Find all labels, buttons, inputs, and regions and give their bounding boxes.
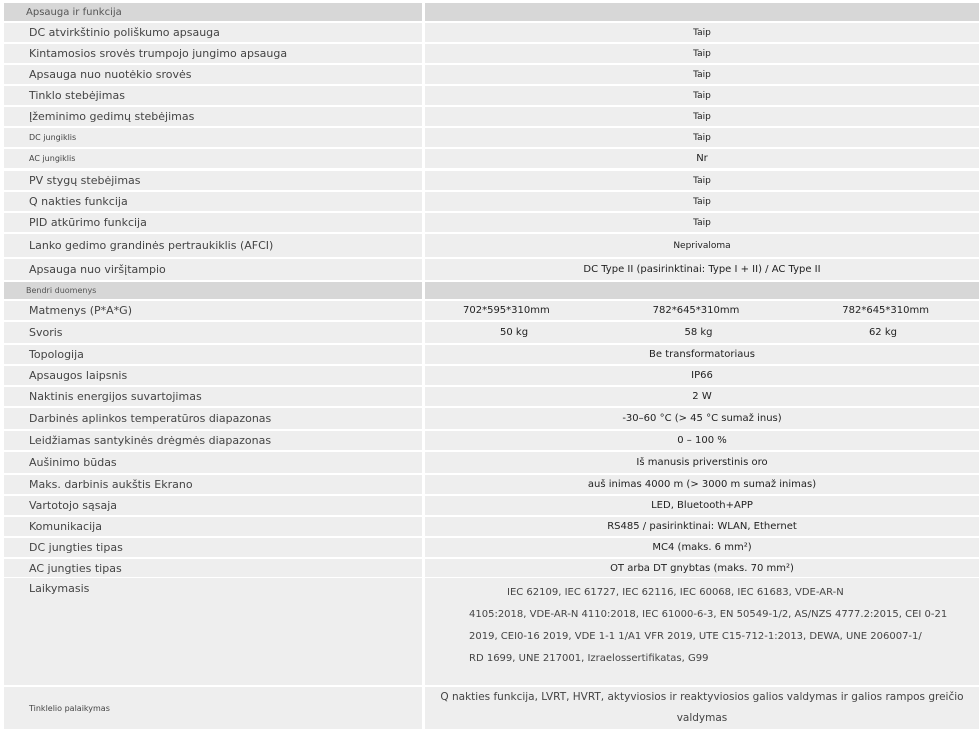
spec-row bbox=[4, 44, 979, 63]
section-title: Bendri duomenys bbox=[4, 282, 422, 299]
spec-label: Q nakties funkcija bbox=[4, 192, 422, 211]
spec-row bbox=[4, 65, 979, 84]
spec-row bbox=[4, 408, 979, 429]
spec-label: Topologija bbox=[4, 345, 422, 364]
spec-row bbox=[4, 496, 979, 515]
weight-value: 58 kg bbox=[684, 327, 713, 338]
spec-value: Taip bbox=[425, 128, 979, 147]
spec-label: Apsauga nuo nuotėkio srovės bbox=[4, 65, 422, 84]
spec-value: Nr bbox=[425, 149, 979, 168]
compliance-line: IEC 62109, IEC 61727, IEC 62116, IEC 60068, IEC 61683, VDE-AR-N bbox=[507, 587, 844, 598]
spec-value: Iš manusis priverstinis oro bbox=[425, 452, 979, 473]
spec-value: Taip bbox=[425, 107, 979, 126]
weight-value: 62 kg bbox=[868, 327, 897, 338]
spec-row bbox=[4, 475, 979, 494]
spec-label: Darbinės aplinkos temperatūros diapazonas bbox=[4, 408, 422, 429]
spec-value: Taip bbox=[425, 23, 979, 42]
spec-label: Komunikacija bbox=[4, 517, 422, 536]
section-title: Apsauga ir funkcija bbox=[4, 3, 422, 21]
spec-label: Kintamosios srovės trumpojo jungimo apsauga bbox=[4, 44, 422, 63]
spec-value: Neprivaloma bbox=[425, 234, 979, 257]
spec-label: Svoris bbox=[4, 322, 422, 343]
dimension-value: 782*645*310mm bbox=[652, 305, 740, 316]
spec-label: AC jungiklis bbox=[4, 149, 422, 168]
spec-value: Taip bbox=[425, 192, 979, 211]
spec-value: Taip bbox=[425, 86, 979, 105]
spec-value: 0 – 100 % bbox=[425, 431, 979, 450]
spec-label: Apsauga nuo viršįtampio bbox=[4, 259, 422, 280]
spec-row bbox=[4, 213, 979, 232]
compliance-line: RD 1699, UNE 217001, Izraelossertifikatas, G99 bbox=[469, 653, 709, 664]
dimension-value: 782*645*310mm bbox=[842, 305, 929, 316]
spec-label: Vartotojo sąsaja bbox=[4, 496, 422, 515]
spec-value: Q nakties funkcija, LVRT, HVRT, aktyviosios ir reaktyviosios galios valdymas ir galios rampos greičio valdymas bbox=[425, 687, 979, 729]
spec-label: PV stygų stebėjimas bbox=[4, 171, 422, 190]
spec-row bbox=[4, 23, 979, 42]
spec-row bbox=[4, 538, 979, 557]
spec-value: Taip bbox=[425, 171, 979, 190]
spec-row bbox=[4, 366, 979, 385]
spec-value: Be transformatoriaus bbox=[425, 345, 979, 364]
compliance-line: 2019, CEI0-16 2019, VDE 1-1 1/A1 VFR 2019, UTE C15-712-1:2013, DEWA, UNE 206007-1/ bbox=[469, 631, 922, 642]
spec-row bbox=[4, 149, 979, 168]
spec-row-dimensions bbox=[4, 301, 979, 320]
spec-value: MC4 (maks. 6 mm²) bbox=[425, 538, 979, 557]
spec-row bbox=[4, 107, 979, 126]
spec-row-compliance bbox=[4, 578, 979, 685]
spec-row bbox=[4, 387, 979, 406]
spec-value: Taip bbox=[425, 65, 979, 84]
section-header-protection bbox=[4, 3, 979, 21]
spec-label: DC jungiklis bbox=[4, 128, 422, 147]
spec-label: Maks. darbinis aukštis Ekrano bbox=[4, 475, 422, 494]
spec-row bbox=[4, 171, 979, 190]
spec-value: DC Type II (pasirinktinai: Type I + II) / AC Type II bbox=[425, 259, 979, 280]
spec-value: -30–60 °C (> 45 °C sumaž inus) bbox=[425, 408, 979, 429]
compliance-line: 4105:2018, VDE-AR-N 4110:2018, IEC 61000-6-3, EN 50549-1/2, AS/NZS 4777.2:2015, CEI 0-21 bbox=[469, 609, 948, 620]
dimension-value: 702*595*310mm bbox=[463, 305, 550, 316]
spec-label: AC jungties tipas bbox=[4, 559, 422, 577]
spec-value: Taip bbox=[425, 44, 979, 63]
spec-value: LED, Bluetooth+APP bbox=[425, 496, 979, 515]
spec-label: Leidžiamas santykinės drėgmės diapazonas bbox=[4, 431, 422, 450]
spec-value: 2 W bbox=[425, 387, 979, 406]
spec-value: RS485 / pasirinktinai: WLAN, Ethernet bbox=[425, 517, 979, 536]
spec-label: Tinklelio palaikymas bbox=[4, 687, 422, 729]
spec-row bbox=[4, 517, 979, 536]
spec-value: IP66 bbox=[425, 366, 979, 385]
spec-row bbox=[4, 452, 979, 473]
spec-row bbox=[4, 345, 979, 364]
spec-label: Lanko gedimo grandinės pertraukiklis (AFCI) bbox=[4, 234, 422, 257]
spec-value: Taip bbox=[425, 213, 979, 232]
spec-label: Laikymasis bbox=[4, 578, 422, 685]
section-header-general bbox=[4, 282, 979, 299]
spec-row bbox=[4, 431, 979, 450]
spec-row bbox=[4, 259, 979, 280]
spec-row bbox=[4, 128, 979, 147]
spec-label: DC atvirkštinio poliškumo apsauga bbox=[4, 23, 422, 42]
spec-row-grid-support bbox=[4, 687, 979, 729]
spec-label: Naktinis energijos suvartojimas bbox=[4, 387, 422, 406]
spec-row-weight bbox=[4, 322, 979, 343]
weight-value: 50 kg bbox=[500, 327, 529, 338]
spec-label: DC jungties tipas bbox=[4, 538, 422, 557]
spec-row bbox=[4, 192, 979, 211]
spec-row bbox=[4, 559, 979, 577]
spec-label: Tinklo stebėjimas bbox=[4, 86, 422, 105]
spec-label: Apsaugos laipsnis bbox=[4, 366, 422, 385]
spec-value: auš inimas 4000 m (> 3000 m sumaž inimas) bbox=[425, 475, 979, 494]
spec-row bbox=[4, 86, 979, 105]
spec-label: Įžeminimo gedimų stebėjimas bbox=[4, 107, 422, 126]
spec-label: PID atkūrimo funkcija bbox=[4, 213, 422, 232]
spec-value: OT arba DT gnybtas (maks. 70 mm²) bbox=[425, 559, 979, 577]
spec-row bbox=[4, 234, 979, 257]
spec-label: Matmenys (P*A*G) bbox=[4, 301, 422, 320]
spec-label: Aušinimo būdas bbox=[4, 452, 422, 473]
